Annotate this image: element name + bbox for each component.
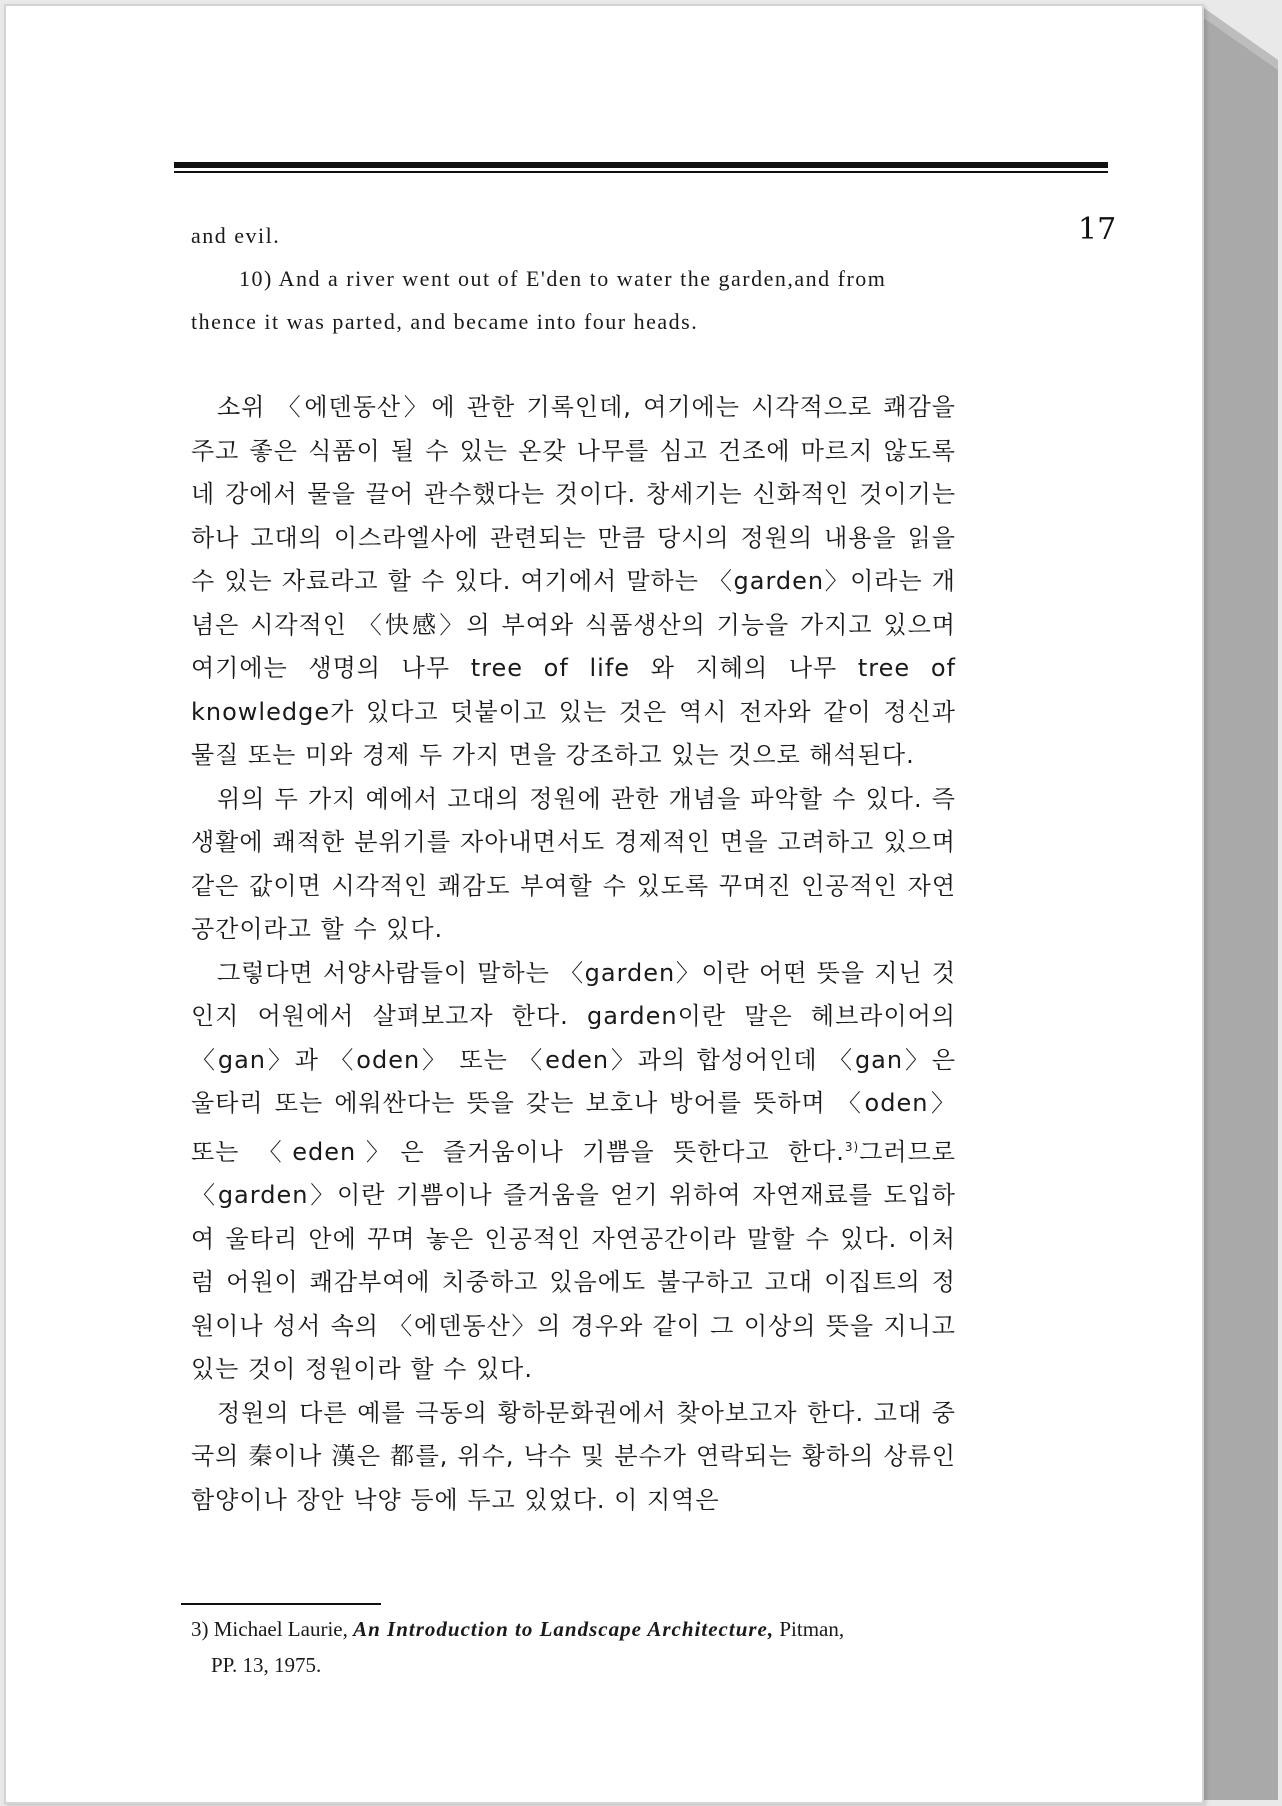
footnote-reference: 3) — [844, 1139, 860, 1154]
english-quote-block — [191, 214, 956, 343]
footnote-title: An Introduction to Landscape Architecture, — [353, 1617, 775, 1641]
header-rule-thin — [174, 171, 1108, 173]
paragraph-3-part-b: 그러므로 〈garden〉이란 기쁨이나 즐거움을 얻기 위하여 자연재료를 도입하여 울타리 안에 꾸며 놓은 인공적인 자연공간이라 말할 수 있다. 이처럼 어원이 쾌감부여에 치중하고 있음에도 불구하고 고대 이집트의 정원이나 성서 속의 〈에덴동산〉의 경우와 같이 그 이상의 뜻을 지니고 있는 것이 정원이라 할 수 있다. — [191, 1137, 956, 1383]
paragraph-2: 위의 두 가지 예에서 고대의 정원에 관한 개념을 파악할 수 있다. 즉 생활에 쾌적한 분위기를 자아내면서도 경제적인 면을 고려하고 있으며 같은 값이면 시각적인 쾌감도 부여할 수 있도록 꾸며진 인공적인 자연공간이라고 할 수 있다. — [191, 784, 956, 943]
page-number: 17 — [1078, 212, 1117, 247]
paragraph-3-part-a: 그렇다면 서양사람들이 말하는 〈garden〉이란 어떤 뜻을 지닌 것인지 어원에서 살펴보고자 한다. garden이란 말은 헤브라이어의 〈gan〉과 〈oden〉 또는 〈eden〉과의 합성어인데 〈gan〉은 울타리 또는 에워싼다는 뜻을 갖는 보호나 방어를 뜻하며 〈oden〉 또는 〈eden〉은 즐거움이나 기쁨을 뜻한다고 한다. — [191, 958, 956, 1166]
footnote-rule — [181, 1603, 381, 1605]
english-line-1: and evil. — [191, 223, 281, 248]
document-page — [4, 4, 1204, 1804]
footnote-marker: 3) — [191, 1617, 209, 1641]
paragraph-3 — [191, 952, 956, 1392]
footnote-line-2: PP. 13, 1975. — [211, 1653, 322, 1677]
header-rule-thick — [174, 162, 1108, 168]
footnote — [191, 1611, 971, 1683]
english-line-2: 10) And a river went out of E'den to water the garden,and from — [239, 266, 887, 291]
footnote-line-1 — [191, 1611, 971, 1647]
footnote-publisher: Pitman, — [779, 1617, 845, 1641]
english-line-3: thence it was parted, and became into four heads. — [191, 309, 699, 334]
paragraph-1: 소위 〈에덴동산〉에 관한 기록인데, 여기에는 시각적으로 쾌감을 주고 좋은 식품이 될 수 있는 온갖 나무를 심고 건조에 마르지 않도록 네 강에서 물을 끌어 관수했다는 것이다. 창세기는 신화적인 것이기는 하나 고대의 이스라엘사에 관련되는 만큼 당시의 정원의 내용을 읽을 수 있는 자료라고 할 수 있다. 여기에서 말하는 〈garden〉이라는 개념은 시각적인 〈快感〉의 부여와 식품생산의 기능을 가지고 있으며 여기에는 생명의 나무 tree of life 와 지혜의 나무 tree of knowledge가 있다고 덧붙이고 있는 것은 역시 전자와 같이 정신과 물질 또는 미와 경제 두 가지 면을 강조하고 있는 것으로 해석된다. — [191, 393, 956, 769]
footnote-author: Michael Laurie, — [213, 1617, 348, 1641]
korean-body — [191, 386, 956, 1522]
paragraph-4: 정원의 다른 예를 극동의 황하문화권에서 찾아보고자 한다. 고대 중국의 秦이나 漢은 都를, 위수, 낙수 및 분수가 연락되는 황하의 상류인 함양이나 장안 낙양 등에 두고 있었다. 이 지역은 — [191, 1398, 956, 1514]
